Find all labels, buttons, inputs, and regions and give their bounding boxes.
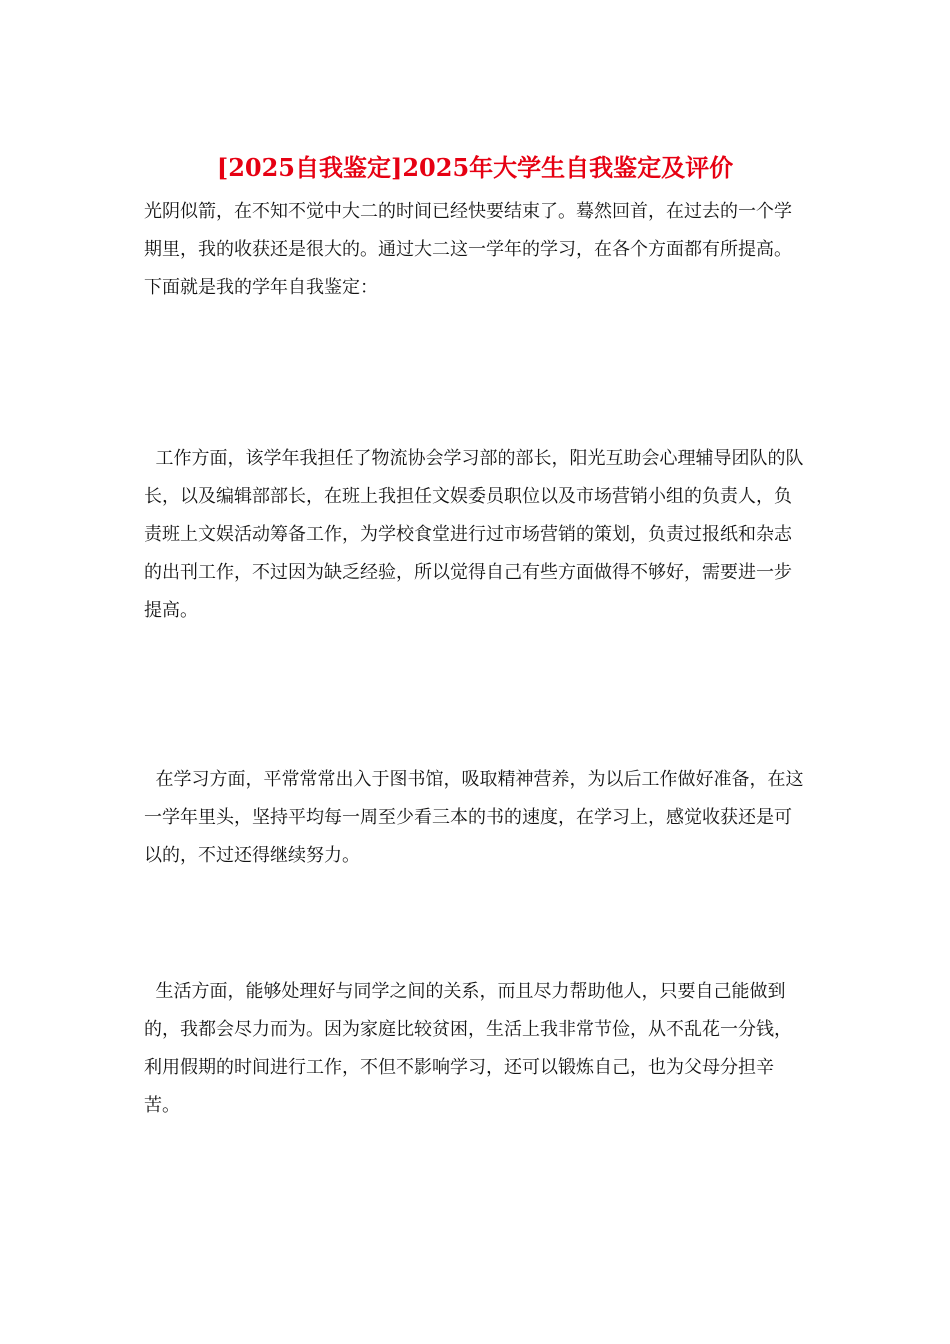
intro-paragraph: 光阴似箭，在不知不觉中大二的时间已经快要结束了。蓦然回首，在过去的一个学期里，我的收获还是很大的。通过大二这一学年的学习，在各个方面都有所提高。下面就是我的学年自我鉴定： (144, 201, 792, 298)
work-paragraph: 工作方面，该学年我担任了物流协会学习部的部长，阳光互助会心理辅导团队的队长，以及编辑部部长，在班上我担任文娱委员职位以及市场营销小组的负责人，负责班上文娱活动筹备工作，为学校食堂进行过市场营销的策划，负责过报纸和杂志的出刊工作，不过因为缺乏经验，所以觉得自己有些方面做得不够好，需要进一步提高。 (144, 448, 804, 621)
life-paragraph: 生活方面，能够处理好与同学之间的关系，而且尽力帮助他人，只要自己能做到的，我都会尽力而为。因为家庭比较贫困，生活上我非常节俭，从不乱花一分钱，利用假期的时间进行工作，不但不影响学习，还可以锻炼自己，也为父母分担辛苦。 (144, 981, 792, 1116)
document-title: [2025自我鉴定]2025年大学生自我鉴定及评价 (216, 153, 734, 182)
study-paragraph: 在学习方面，平常常常出入于图书馆，吸取精神营养，为以后工作做好准备，在这一学年里头，坚持平均每一周至少看三本的书的速度，在学习上，感觉收获还是可以的，不过还得继续努力。 (144, 769, 804, 866)
